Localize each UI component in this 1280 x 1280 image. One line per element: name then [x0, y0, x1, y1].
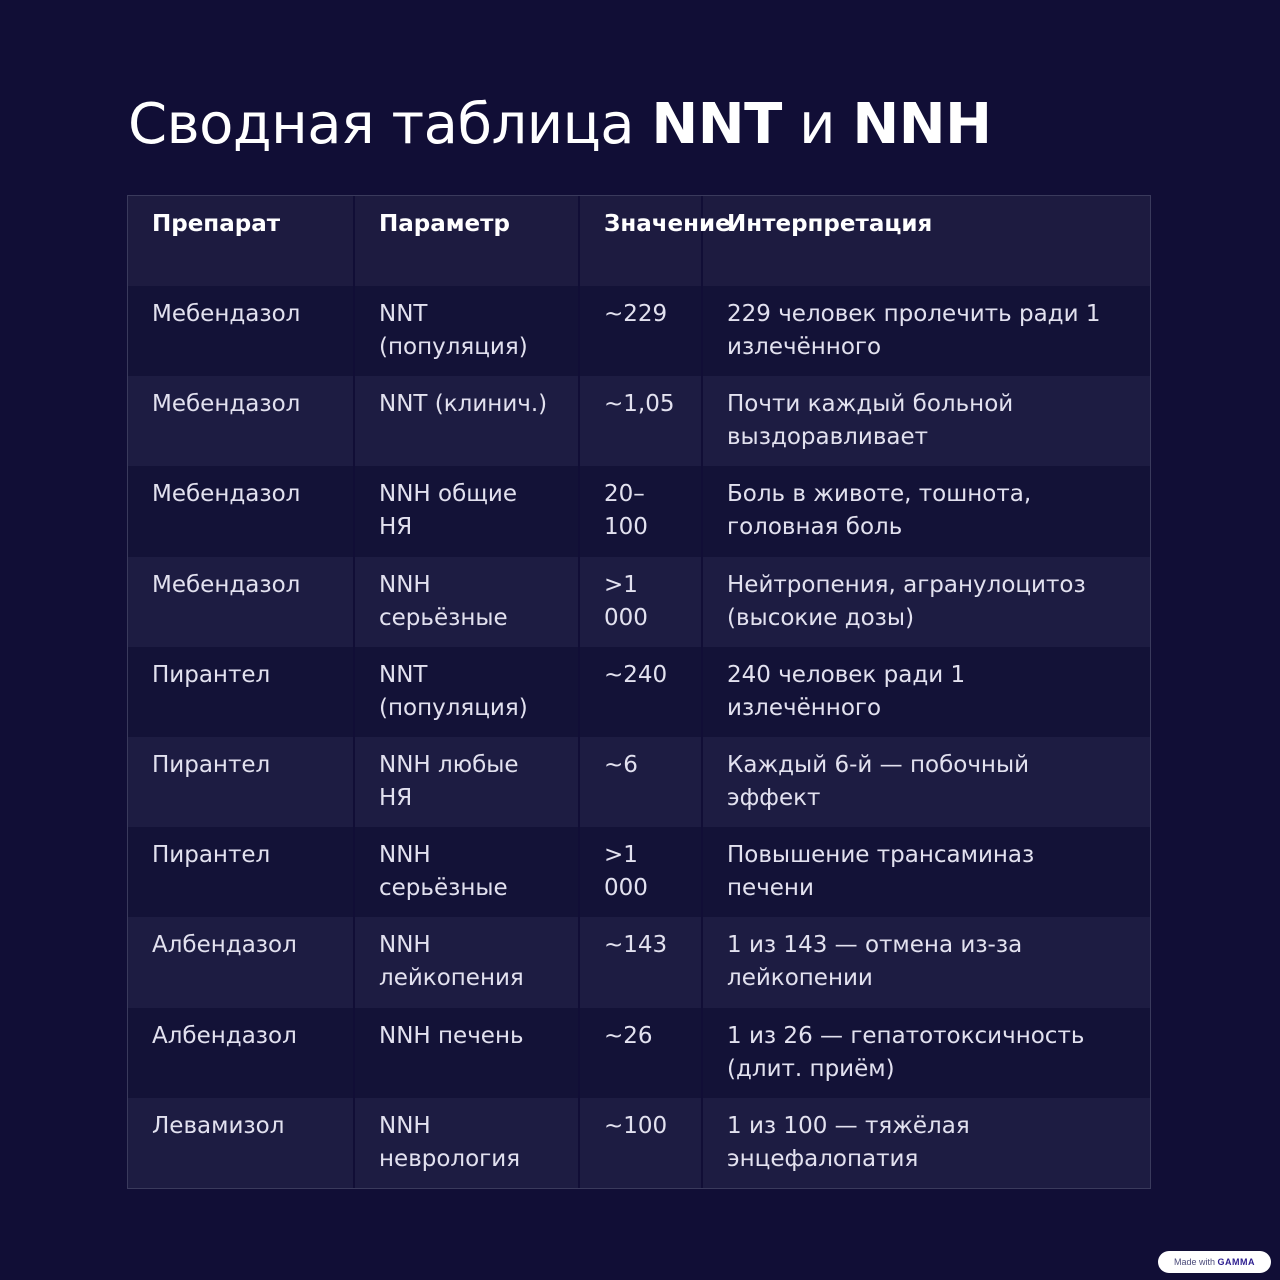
- nnt-nnh-table: [127, 195, 1151, 1189]
- cell-drug: Мебендазол: [128, 557, 354, 647]
- cell-value: ~100: [579, 1098, 702, 1188]
- cell-value: ~6: [579, 737, 702, 827]
- cell-interpretation: 1 из 143 — отмена из-за лейкопении: [727, 932, 1023, 992]
- title-nnt: NNT: [651, 92, 782, 157]
- cell-parameter: NNT (популяция): [354, 286, 579, 376]
- header-parameter: Параметр: [354, 196, 579, 286]
- table-row: [128, 1008, 1150, 1098]
- table-row: [128, 737, 1150, 827]
- title-prefix: Сводная таблица: [128, 92, 635, 157]
- cell-parameter: NNH серьёзные: [354, 557, 579, 647]
- cell-drug: Мебендазол: [128, 286, 354, 376]
- cell-value: 20–100: [579, 466, 702, 556]
- cell-parameter: NNT (популяция): [354, 647, 579, 737]
- table-row: [128, 286, 1150, 376]
- table-row: [128, 827, 1150, 917]
- table-row: [128, 557, 1150, 647]
- cell-interpretation: Каждый 6-й — побочный эффект: [727, 751, 1030, 811]
- cell-interpretation: 240 человек ради 1 излечённого: [727, 661, 966, 721]
- cell-interpretation: 1 из 100 — тяжёлая энцефалопатия: [727, 1112, 970, 1172]
- title-and: и: [799, 92, 836, 157]
- cell-drug: Мебендазол: [128, 376, 354, 466]
- cell-drug: Албендазол: [128, 1008, 354, 1098]
- cell-interpretation: Почти каждый больной выздоравливает: [727, 391, 1014, 451]
- cell-parameter: NNH общие НЯ: [354, 466, 579, 556]
- cell-interpretation: Повышение трансаминаз печени: [727, 842, 1035, 902]
- cell-interpretation: 229 человек пролечить ради 1 излечённого: [727, 301, 1101, 360]
- table-header-row: [128, 196, 1150, 286]
- header-drug: Препарат: [128, 196, 354, 286]
- header-value: Значение: [579, 196, 702, 286]
- table-row: [128, 376, 1150, 466]
- cell-value: ~26: [579, 1008, 702, 1098]
- made-with-gamma-badge[interactable]: [1158, 1251, 1271, 1273]
- header-interpretation: Интерпретация: [727, 211, 933, 237]
- cell-parameter: NNH печень: [354, 1008, 579, 1098]
- cell-parameter: NNH лейкопения: [354, 917, 579, 1007]
- cell-interpretation: Нейтропения, агранулоцитоз (высокие дозы): [727, 571, 1086, 631]
- table-row: [128, 917, 1150, 1007]
- cell-parameter: NNH любые НЯ: [354, 737, 579, 827]
- title-nnh: NNH: [852, 92, 992, 157]
- cell-value: ~143: [579, 917, 702, 1007]
- badge-made-with-label: Made with: [1173, 1257, 1215, 1267]
- cell-drug: Пирантел: [128, 647, 354, 737]
- cell-drug: Мебендазол: [128, 466, 354, 556]
- cell-drug: Пирантел: [128, 737, 354, 827]
- table-row: [128, 466, 1150, 556]
- table-row: [128, 647, 1150, 737]
- cell-parameter: NNT (клинич.): [354, 376, 579, 466]
- gamma-logo: GAMMA: [1217, 1257, 1256, 1267]
- page-title: [128, 92, 992, 157]
- cell-value: ~240: [579, 647, 702, 737]
- cell-value: ~229: [579, 286, 702, 376]
- cell-interpretation: 1 из 26 — гепатотоксичность (длит. приём): [727, 1022, 1085, 1082]
- cell-value: >1 000: [579, 827, 702, 917]
- cell-value: ~1,05: [579, 376, 702, 466]
- table-row: [128, 1098, 1150, 1188]
- cell-interpretation: Боль в животе, тошнота, головная боль: [727, 481, 1032, 541]
- cell-value: >1 000: [579, 557, 702, 647]
- cell-parameter: NNH серьёзные: [354, 827, 579, 917]
- cell-drug: Албендазол: [128, 917, 354, 1007]
- cell-drug: Пирантел: [128, 827, 354, 917]
- cell-parameter: NNH неврология: [354, 1098, 579, 1188]
- cell-drug: Левамизол: [128, 1098, 354, 1188]
